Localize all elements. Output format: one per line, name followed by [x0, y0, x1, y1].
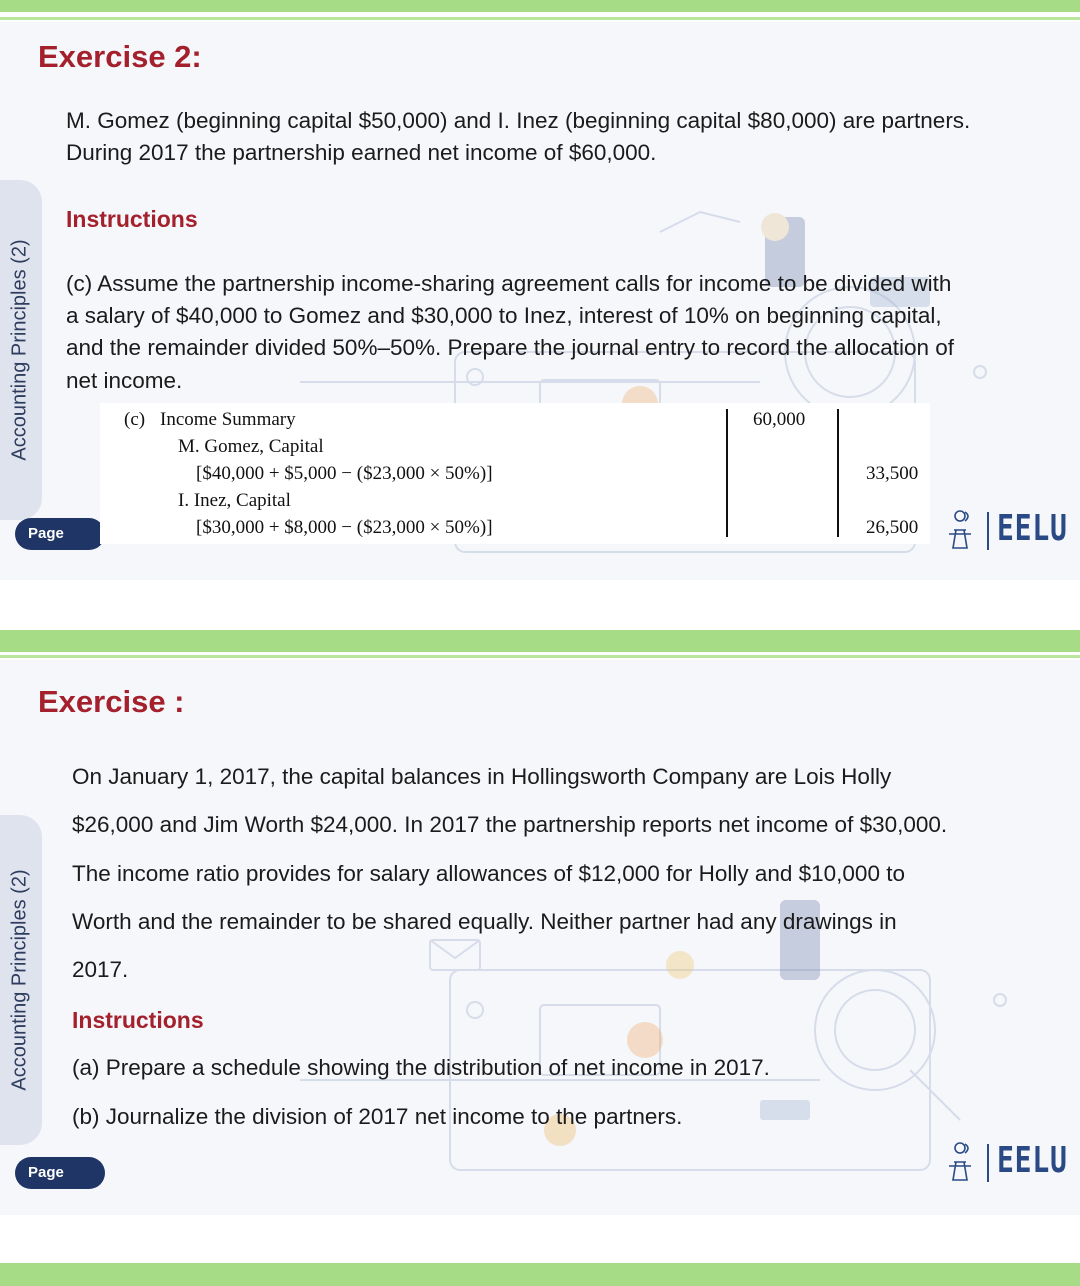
problem-line-2: $26,000 and Jim Worth $24,000. In 2017 the partnership reports net income of $30,000.: [72, 812, 948, 837]
exercise-title: Exercise 2:: [38, 39, 202, 74]
debit-account: Income Summary: [160, 409, 296, 430]
exercise-title: Exercise :: [38, 684, 185, 719]
problem-line-5: 2017.: [72, 957, 129, 982]
credit-account-inez: I. Inez, Capital: [178, 490, 291, 511]
credit-account-gomez: M. Gomez, Capital: [178, 436, 324, 457]
eelu-logo: [935, 1138, 1068, 1188]
middle-green-line: [0, 655, 1080, 658]
task-c-line-1: (c) Assume the partnership income-sharing agreement calls for income to be divided with: [66, 271, 952, 296]
bottom-green-band: [0, 1263, 1080, 1286]
eelu-logo: [935, 506, 1068, 556]
debit-column-rule: [726, 409, 728, 537]
problem-line-4: Worth and the remainder to be shared equally. Neither partner had any drawings in: [72, 909, 897, 934]
course-side-label: Accounting Principles (2): [8, 869, 31, 1091]
task-c-line-3: and the remainder divided 50%–50%. Prepare the journal entry to record the allocation of: [66, 335, 955, 360]
page-label: Page: [15, 1157, 105, 1189]
intro-line-2: During 2017 the partnership earned net income of $60,000.: [66, 140, 657, 165]
slide-gap: [0, 580, 1080, 608]
journal-entry: [100, 403, 930, 544]
task-c-line-4: net income.: [66, 368, 183, 393]
logo-divider: [987, 1144, 989, 1182]
task-a: (a) Prepare a schedule showing the distribution of net income in 2017.: [72, 1055, 770, 1080]
credit-column-rule: [837, 409, 839, 537]
credit-calc-inez: [$30,000 + $8,000 − ($23,000 × 50%)]: [196, 517, 493, 538]
problem-line-3: The income ratio provides for salary allowances of $12,000 for Holly and $10,000 to: [72, 861, 905, 886]
journal-label: (c): [124, 409, 146, 430]
slide-2-background-illustration: [0, 660, 1080, 1215]
bottom-gap: [0, 1215, 1080, 1263]
task-c-line-2: a salary of $40,000 to Gomez and $30,000 to Inez, interest of 10% on beginning capital,: [66, 303, 942, 328]
instructions-heading: Instructions: [72, 1007, 204, 1033]
middle-green-band: [0, 630, 1080, 652]
page-label: Page: [15, 518, 105, 550]
top-green-band: [0, 0, 1080, 12]
slide-2: [0, 660, 1080, 1215]
credit-amount-inez: 26,500: [866, 517, 919, 538]
logo-divider: [987, 512, 989, 550]
lighthouse-icon: [935, 506, 985, 556]
logo-text: EELU: [997, 508, 1068, 549]
credit-calc-gomez: [$40,000 + $5,000 − ($23,000 × 50%)]: [196, 463, 493, 484]
top-green-line: [0, 17, 1080, 20]
task-b: (b) Journalize the division of 2017 net income to the partners.: [72, 1104, 683, 1129]
logo-text: EELU: [997, 1140, 1068, 1181]
course-side-label: Accounting Principles (2): [8, 239, 31, 461]
lighthouse-icon: [935, 1138, 985, 1188]
instructions-heading: Instructions: [66, 206, 198, 232]
intro-line-1: M. Gomez (beginning capital $50,000) and I. Inez (beginning capital $80,000) are partners.: [66, 108, 971, 133]
credit-amount-gomez: 33,500: [866, 463, 919, 484]
debit-amount: 60,000: [753, 409, 806, 430]
problem-line-1: On January 1, 2017, the capital balances in Hollingsworth Company are Lois Holly: [72, 764, 892, 789]
